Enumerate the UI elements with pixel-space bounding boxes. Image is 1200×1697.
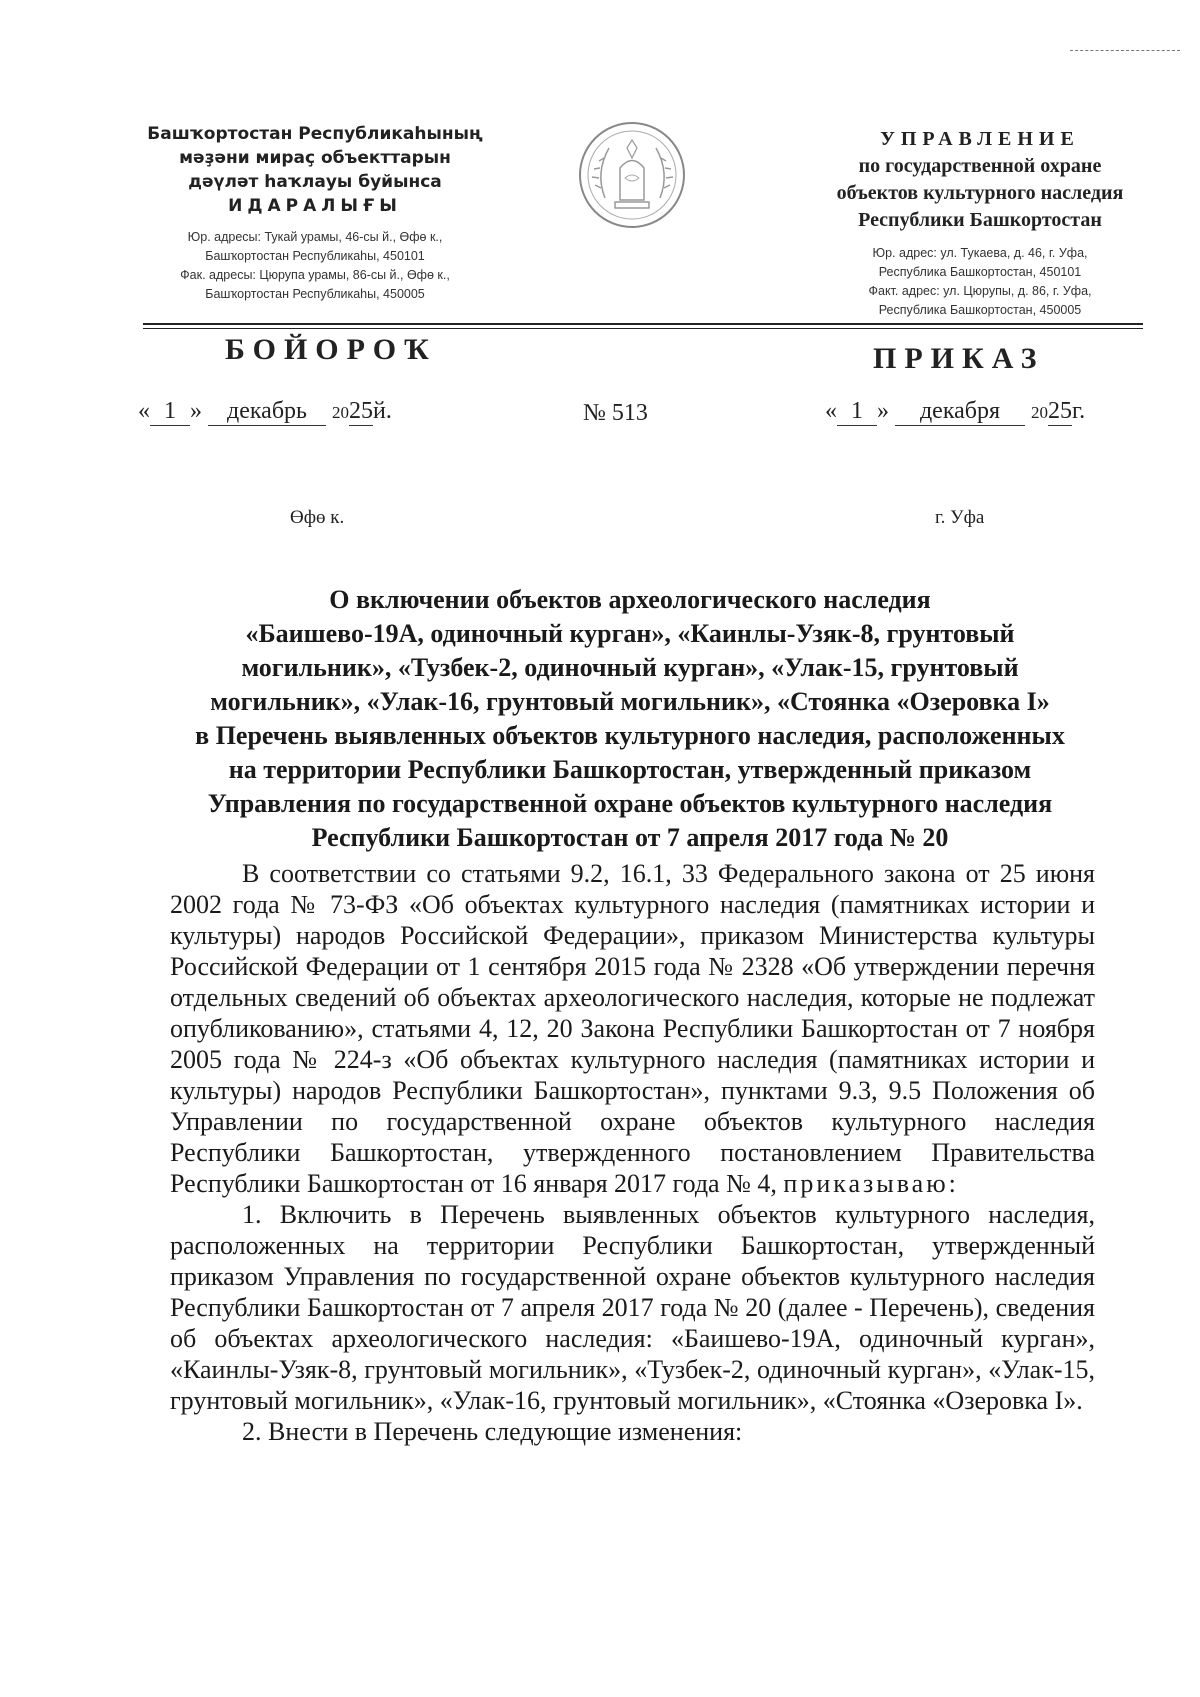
- header-left: [130, 122, 500, 304]
- header-right: [795, 126, 1165, 320]
- address-line: Башҡортостан Республикаһы, 450101: [205, 249, 425, 263]
- item-2-paragraph: 2. Внести в Перечень следующие изменения:: [242, 1417, 743, 1446]
- title-line: могильник», «Улак-16, грунтовый могильник», «Стоянка «Озеровка I»: [210, 687, 1050, 716]
- org-name-bashkir-line-2: мәҙәни мираҫ объекттарын: [179, 148, 451, 168]
- org-name-russian-line-1: УПРАВЛЕНИЕ: [880, 128, 1080, 150]
- title-line: в Перечень выявленных объектов культурного наследия, расположенных: [195, 721, 1065, 750]
- title-line: Управления по государственной охране объектов культурного наследия: [207, 789, 1053, 818]
- order-body: [170, 858, 1095, 1447]
- address-russian: [795, 244, 1165, 320]
- order-title: [170, 583, 1090, 855]
- date-left: [138, 398, 392, 426]
- preamble-paragraph: [170, 858, 1095, 1199]
- coat-of-arms-emblem: [575, 118, 690, 233]
- order-number: № 513: [583, 400, 648, 426]
- org-name-bashkir-line-1: Башҡортостан Республикаһының: [147, 124, 483, 144]
- date-year-prefix: 20: [332, 403, 349, 422]
- date-month: декабрь: [208, 398, 326, 426]
- title-line: «Баишево-19А, одиночный курган», «Каинлы-Узяк-8, грунтовый: [245, 619, 1015, 648]
- quote-close: »: [877, 398, 889, 424]
- item-1-paragraph: 1. Включить в Перечень выявленных объектов культурного наследия, расположенных на территории Республики Башкортостан, утвержденный приказом Управления по государственной охране объектов культурного наследия Республики Башкортостан от 7 апреля 2017 года № 20 (далее - Перечень), сведения об объектах археологического наследия: «Баишево-19А, одиночный курган», «Каинлы-Узяк-8, грунтовый могильник», «Тузбек-2, одиночный курган», «Улак-15, грунтовый могильник», «Улак-16, грунтовый могильник», «Стоянка «Озеровка I».: [170, 1200, 1095, 1415]
- date-right: [825, 398, 1085, 426]
- org-name-russian-line-4: Республики Башкортостан: [858, 209, 1102, 231]
- city-russian: г. Уфа: [935, 507, 985, 528]
- date-year-unit: г.: [1072, 398, 1086, 424]
- address-line: Юр. адрес: ул. Тукаева, д. 46, г. Уфа,: [872, 246, 1088, 260]
- quote-open: «: [138, 398, 150, 424]
- org-name-bashkir-line-3: дәүләт һаҡлауы буйынса: [188, 172, 442, 192]
- title-line: О включении объектов археологического наследия: [329, 585, 931, 614]
- title-line: на территории Республики Башкортостан, утвержденный приказом: [228, 755, 1032, 784]
- address-bashkir: [130, 228, 500, 304]
- date-day: 1: [150, 398, 190, 426]
- address-line: Факт. адрес: ул. Цюрупы, д. 86, г. Уфа,: [868, 284, 1092, 298]
- order-word: приказываю:: [783, 1169, 959, 1198]
- date-day: 1: [837, 398, 877, 426]
- doc-type-bashkir: БОЙОРОҠ: [225, 333, 437, 366]
- preamble-text: В соответствии со статьями 9.2, 16.1, 33 Федерального закона от 25 июня 2002 года № 73-ФЗ «Об объектах культурного наследия (памятниках истории и культуры) народов Российской Федерации», приказом Министерства культуры Российской Федерации от 1 сентября 2015 года № 2328 «Об утверждении перечня отдельных сведений об объектах археологического наследия, которые не подлежат опубликованию», статьями 4, 12, 20 Закона Республики Башкортостан от 7 ноября 2005 года № 224-з «Об объектах культурного наследия (памятниках истории и культуры) народов Республики Башкортостан», пунктами 9.3, 9.5 Положения об Управлении по государственной охране объектов культурного наследия Республики Башкортостан, утвержденного постановлением Правительства Республики Башкортостан от 16 января 2017 года № 4,: [170, 859, 1095, 1198]
- org-name-russian-line-3: объектов культурного наследия: [836, 182, 1124, 204]
- header-divider-top: [143, 323, 1143, 325]
- address-line: Фак. адресы: Цюрупа урамы, 86-сы й., Өфө к.,: [180, 268, 450, 282]
- date-year-unit: й.: [373, 398, 392, 424]
- date-year-suffix: 25: [1048, 398, 1072, 424]
- org-name-russian-line-2: по государственной охране: [858, 155, 1102, 177]
- title-line: могильник», «Тузбек-2, одиночный курган», «Улак-15, грунтовый: [241, 653, 1019, 682]
- header-divider-bottom: [143, 328, 1143, 329]
- address-line: Республика Башкортостан, 450005: [878, 303, 1082, 317]
- city-bashkir: Өфө к.: [290, 507, 345, 528]
- address-line: Башҡортостан Республикаһы, 450005: [205, 287, 425, 301]
- address-line: Республика Башкортостан, 450101: [878, 265, 1082, 279]
- org-name-bashkir-line-4: ИДАРАЛЫҒЫ: [228, 196, 402, 216]
- date-month: декабря: [895, 398, 1025, 426]
- address-line: Юр. адресы: Тукай урамы, 46-сы й., Өфө к.,: [187, 230, 443, 244]
- scan-mark: [1070, 50, 1180, 51]
- date-year-suffix: 25: [349, 398, 373, 424]
- quote-close: »: [190, 398, 202, 424]
- quote-open: «: [825, 398, 837, 424]
- date-year-prefix: 20: [1031, 403, 1048, 422]
- title-line: Республики Башкортостан от 7 апреля 2017 года № 20: [311, 823, 949, 852]
- doc-type-russian: ПРИКАЗ: [873, 342, 1045, 375]
